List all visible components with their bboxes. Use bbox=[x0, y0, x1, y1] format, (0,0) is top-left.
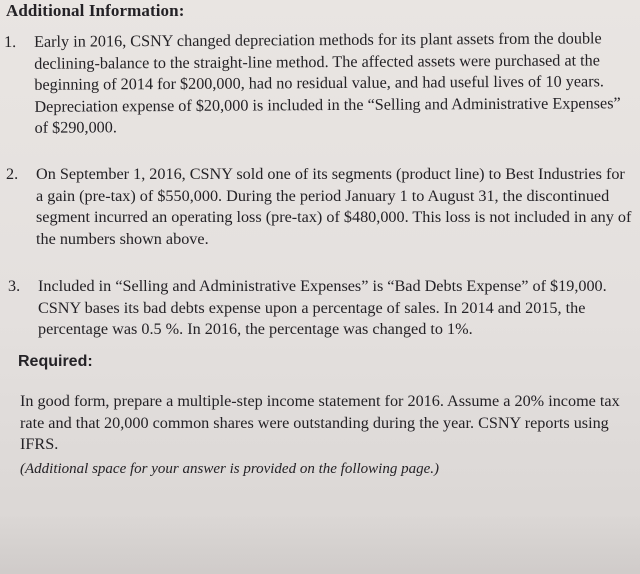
item-text: Early in 2016, CSNY changed depreciation methods for its plant assets from the double declining-balance to the straight-line method. The affected assets were purchased at the beginning of 2014 for $200,000, had no residual value, and had useful lives of 10 years. Depreciation expense of $20,000 is included in the “Selling and Administrative Expenses” of $290,000. bbox=[34, 29, 621, 137]
required-heading: Required: bbox=[18, 353, 93, 370]
list-item bbox=[4, 28, 635, 139]
list-item bbox=[8, 276, 634, 341]
required-instructions: In good form, prepare a multiple-step income statement for 2016. Assume a 20% income tax rate and that 20,000 common shares were outstanding during the year. CSNY reports using IFRS. bbox=[20, 392, 620, 453]
section-heading: Additional Information: bbox=[6, 1, 185, 20]
answer-space-note: (Additional space for your answer is provided on the following page.) bbox=[20, 461, 439, 477]
item-number: 1. bbox=[4, 32, 17, 51]
item-number: 2. bbox=[6, 165, 19, 183]
page-shadow bbox=[0, 514, 640, 574]
item-text: On September 1, 2016, CSNY sold one of its segments (product line) to Best Industries for a gain (pre-tax) of $550,000. During the period January 1 to August 31, the discontinued segment incurred an operating loss (pre-tax) of $480,000. This loss is not included in any of the numbers shown above. bbox=[36, 165, 632, 248]
item-number: 3. bbox=[8, 277, 21, 295]
item-text: Included in “Selling and Administrative Expenses” is “Bad Debts Expense” of $19,000. CSNY bases its bad debts expense upon a percentage of sales. In 2014 and 2015, the percentage was 0.5 %. In 2016, the percentage was changed to 1%. bbox=[38, 277, 607, 338]
list-item bbox=[6, 164, 634, 250]
